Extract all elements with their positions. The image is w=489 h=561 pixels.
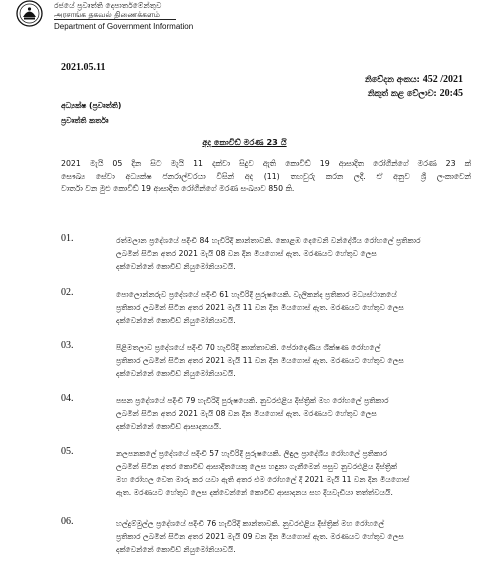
release-number-line [365,74,463,85]
item-line: රත්මලාන ප්‍රදේශයේ පදිංචි 84 හැවිරිදි කාන්තාවකි. කොළඹ දෙවෙනි වන්දේශීය රෝහලේ ප්‍රතිකාර [116,236,421,245]
item-line: දක්වෙන්නේ කොවිඩ් නියුමෝනියාවයි. [116,369,236,378]
item-line: ප්‍රතිකාර ලබමින් සිටින අතර 2021 මැයි 11 වන දින මියගොස් ඇත. මරණයට හේතුව ලෙස [116,303,404,312]
item-line: ප්‍රතිකාර ලබමින් සිටින අතර 2021 මැයි 09 වන දින මියගොස් ඇත. මරණයට හේතුව ලෙස [116,532,404,541]
department-name-sinhala: රජයේ ප්‍රවෘත්ති දෙපාර්තමේන්තුව [54,1,162,10]
department-name-tamil: அரசாங்க தகவல் திணைக்களம் [54,10,160,19]
release-number: 452 /2021 [422,74,463,85]
department-name-english: Department of Government Information [54,22,194,31]
addressee-director: අධ්‍යක්ෂ (ප්‍රවෘත්ති) [61,101,122,110]
item-number: 01. [61,233,74,244]
item-text [116,234,471,273]
item-line: නලපනකලේ ප්‍රදේශයේ පදිංචි 57 හැවිරිදි පුරුෂයෙකි. ලිඳුල ප්‍රාදේශීය රෝහලේ ප්‍රතිකාර [116,449,388,458]
item-line: ලබමින් සිටින අතර 2021 මැයි 08 වන දින මියගොස් ඇත. මරණයට හේතුව ලෙස [116,249,377,258]
release-time: 20:45 [439,88,463,99]
intro-paragraph [61,158,471,196]
item-line: පසන ප්‍රදේශයේ පදිංචි 79 හැවිරිදි පුරුෂයෙකි. නුවරඑළිය දිස්ත්‍රික් මහ රෝහලේ ප්‍රතිකාර [116,396,389,405]
intro-line: 2021 මැයි 05 දින සිට මැයි 11 දක්වා සිදුව ඇති කොවිඩ් 19 ආසාදිත රෝගීන්ගේ මරණ 23 ක් [61,159,471,168]
item-line: දක්වෙන්නේ කොවිඩ් නියුමෝනියාවයි. [116,545,236,554]
item-number: 04. [61,393,74,404]
item-line: ලබමින් සිටින අතර කොවිඩ් ආසාදිතයෙකු ලෙස හඳුනා ගැනීමෙන් පසුව නුවරඑළිය දිස්ත්‍රික් [116,462,398,471]
item-line: ලබමින් සිටින අතර 2021 මැයි 08 වන දින මියගොස් ඇත. මරණයට හේතුව ලෙස [116,409,377,418]
release-time-line [368,88,463,99]
release-number-label: නිවේදන අංකය: [364,74,420,84]
release-date: 2021.05.11 [61,62,106,73]
item-line: දක්වෙන්නේ කොවිඩ් නියුමෝනියාවයි. [116,316,236,325]
item-text [116,447,471,499]
item-text [116,517,471,556]
item-text [116,394,471,433]
intro-line: සෞඛ්‍ය සේවා අධ්‍යක්ෂ ජනරාල්වරයා විසින් අද (11) තහවුරු කරන ලදී. ඒ අනුව ශ්‍රී ලංකාවෙන් [61,171,471,181]
headline-text: අද කොවිඩ් මරණ 23 යි [202,137,287,147]
release-time-label: නිකුත් කළ වේලාව: [367,88,437,98]
header-divider [54,19,176,20]
item-text [116,288,471,327]
intro-line: වාර්තා වන මුළු කොවිඩ් 19 ආසාදිත රෝගීන්ගේ මරණ සංඛ්‍යාව 850 කි. [61,184,295,193]
item-line: දක්වෙන්නේ කොවිඩ් නියුමෝනියාවයි. [116,262,236,271]
item-text [116,341,471,380]
item-line: දක්වෙන්නේ කොවිඩ් ආසාදනයයි. [116,422,222,431]
item-line: හල්දුම්මුල්ල ප්‍රදේශයේ පදිංචි 76 හැවිරිදි කාන්තාවකි. නුවරඑළිය දිස්ත්‍රික් මහ රෝහලේ [116,519,385,528]
addressee-editor: ප්‍රවෘත්ති කර්තෘ [61,116,109,125]
item-number: 03. [61,340,74,351]
item-number: 02. [61,287,74,298]
item-number: 05. [61,446,74,457]
government-emblem-icon [16,0,43,27]
item-line: ප්‍රතිකාර ලබමින් සිටින අතර 2021 මැයි 11 වන දින මියගොස් ඇත. මරණයට හේතුව ලෙස [116,356,404,365]
item-line: ඇත. මරණයට හේතුව ලෙස දක්වෙන්නේ කොවිඩ් ආසාදනය සහ දියවැඩියා තත්ත්වයයි. [116,488,393,497]
item-number: 06. [61,516,74,527]
item-line: පොලොන්නරුව ප්‍රදේශයේ පදිංචි 61 හැවිරිදි පුරුෂයෙකි. වැලිකන්ද ප්‍රතිකාර මධ්‍යස්ථානයේ [116,290,397,299]
item-line: මහ රෝහල වෙත මාරු කර යවා ඇති අතර එම රෝහලේ දී 2021 මැයි 11 වන දින මියගොස් [116,475,410,484]
headline [0,137,489,148]
item-line: පිළිමතලාව ප්‍රදේශයේ පදිංචි 70 හැවිරිදි කාන්තාවකි. පේරාදෙණිය ශික්ෂණ රෝහලේ [116,343,381,352]
